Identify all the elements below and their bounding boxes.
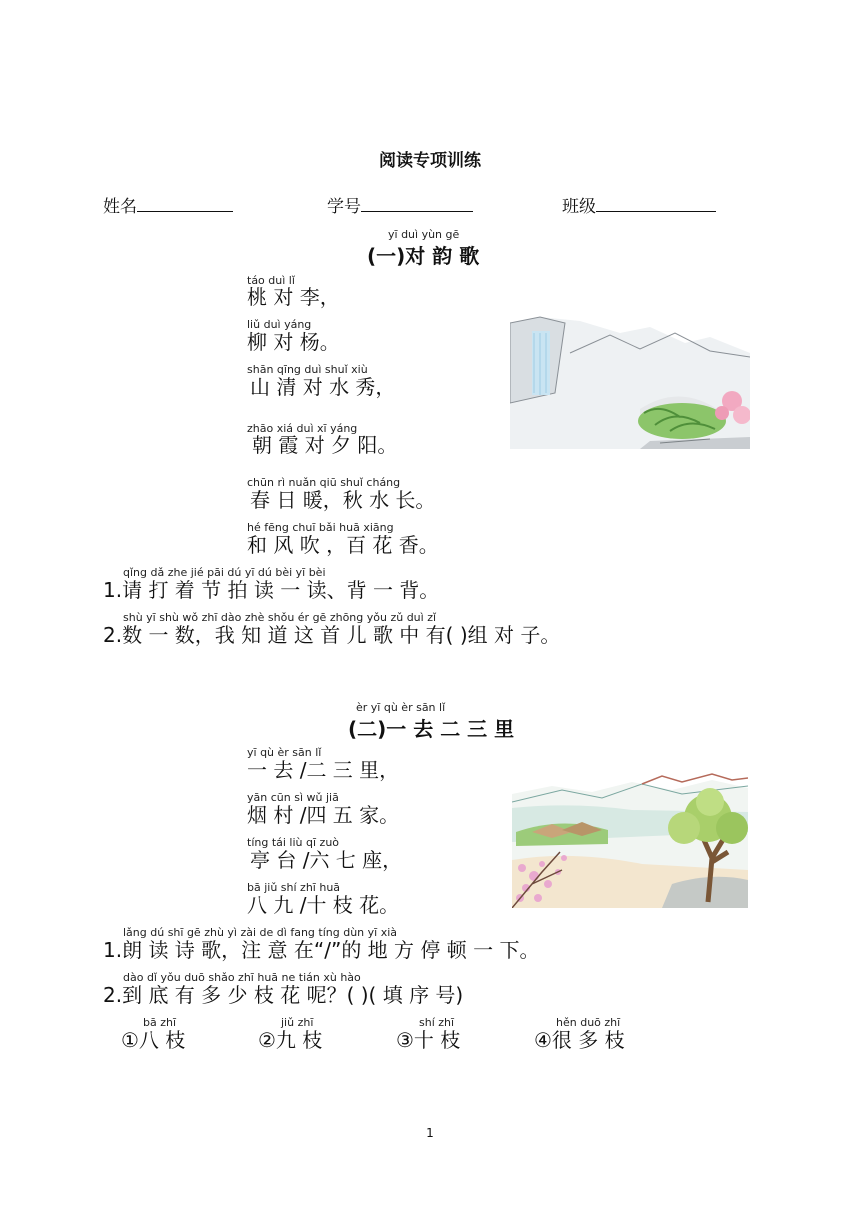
s1-line1: 桃 对 李，: [247, 285, 340, 309]
s2-question2: 2.到 底 有 多 少 枝 花 呢？( )( 填 序 号): [103, 983, 464, 1007]
s2-line1: 一 去 /二 三 里，: [247, 758, 400, 782]
s1-question2: 2.数 一 数，我 知 道 这 首 儿 歌 中 有( )组 对 子。: [103, 623, 561, 647]
s2-line3-pinyin: tíng tái liù qī zuò: [247, 836, 340, 849]
s1-line4-pinyin: zhāo xiá duì xī yáng: [247, 422, 358, 435]
number-field[interactable]: [327, 192, 473, 217]
option-1[interactable]: ①八 枝: [121, 1028, 186, 1052]
s2-line2-pinyin: yān cūn sì wǔ jiā: [247, 791, 339, 804]
s1-question1: 1.请 打 着 节 拍 读 一 读、背 一 背。: [103, 578, 440, 602]
name-label: 姓名: [103, 197, 137, 217]
s2-line4-pinyin: bā jiǔ shí zhī huā: [247, 881, 341, 894]
s1-line2-pinyin: liǔ duì yáng: [247, 318, 312, 331]
name-field[interactable]: [103, 192, 233, 217]
class-blank[interactable]: [596, 195, 716, 212]
s2-line4: 八 九 /十 枝 花。: [247, 893, 400, 917]
s2-line2: 烟 村 /四 五 家。: [247, 803, 400, 827]
s1-q1-pinyin: qǐng dǎ zhe jié pāi dú yī dú bèi yī bèi: [123, 566, 326, 579]
section1-title: (一)对 韵 歌: [367, 244, 480, 268]
option-3[interactable]: ③十 枝: [396, 1028, 461, 1052]
s2-question1: 1.朗 读 诗 歌，注 意 在“/”的 地 方 停 顿 一 下。: [103, 938, 540, 962]
s1-line5: 春 日 暖，秋 水 长。: [250, 488, 436, 512]
option2-pinyin: jiǔ zhī: [281, 1016, 314, 1029]
village-landscape-illustration: [512, 772, 748, 908]
s1-line1-pinyin: táo duì lǐ: [247, 274, 295, 287]
option-2[interactable]: ②九 枝: [258, 1028, 323, 1052]
s1-line5-pinyin: chūn rì nuǎn qiū shuǐ cháng: [247, 476, 401, 489]
option4-pinyin: hěn duō zhī: [556, 1016, 621, 1029]
s1-line6: 和 风 吹 ，百 花 香。: [247, 533, 439, 557]
s1-line4: 朝 霞 对 夕 阳。: [252, 433, 398, 457]
number-label: 学号: [327, 197, 361, 217]
s1-line6-pinyin: hé fēng chuī bǎi huā xiāng: [247, 521, 394, 534]
s1-q2-pinyin: shù yī shù wǒ zhī dào zhè shǒu ér gē zhōng yǒu zǔ duì zǐ: [123, 611, 437, 624]
waterfall-landscape-illustration: [510, 313, 750, 449]
name-blank[interactable]: [137, 195, 233, 212]
section2-title-pinyin: èr yī qù èr sān lǐ: [356, 701, 446, 714]
s1-line3: 山 清 对 水 秀，: [250, 375, 396, 399]
option1-pinyin: bā zhī: [143, 1016, 177, 1029]
number-blank[interactable]: [361, 195, 473, 212]
s1-line2: 柳 对 杨。: [247, 330, 340, 354]
s1-line3-pinyin: shān qīng duì shuǐ xiù: [247, 363, 368, 376]
section2-title: (二)一 去 二 三 里: [348, 717, 515, 741]
section1-title-pinyin: yī duì yùn gē: [388, 228, 460, 241]
page-number: 1: [426, 1126, 434, 1140]
page-title: 阅读专项训练: [379, 151, 481, 171]
s2-line1-pinyin: yī qù èr sān lǐ: [247, 746, 322, 759]
s2-line3: 亭 台 /六 七 座，: [250, 848, 403, 872]
class-field[interactable]: [562, 192, 716, 217]
s2-q2-pinyin: dào dǐ yǒu duō shǎo zhī huā ne tián xù hào: [123, 971, 361, 984]
s2-q1-pinyin: lǎng dú shī gē zhù yì zài de dì fang tíng dùn yī xià: [123, 926, 398, 939]
option-4[interactable]: ④很 多 枝: [534, 1028, 625, 1052]
option3-pinyin: shí zhī: [419, 1016, 455, 1029]
class-label: 班级: [562, 197, 596, 217]
